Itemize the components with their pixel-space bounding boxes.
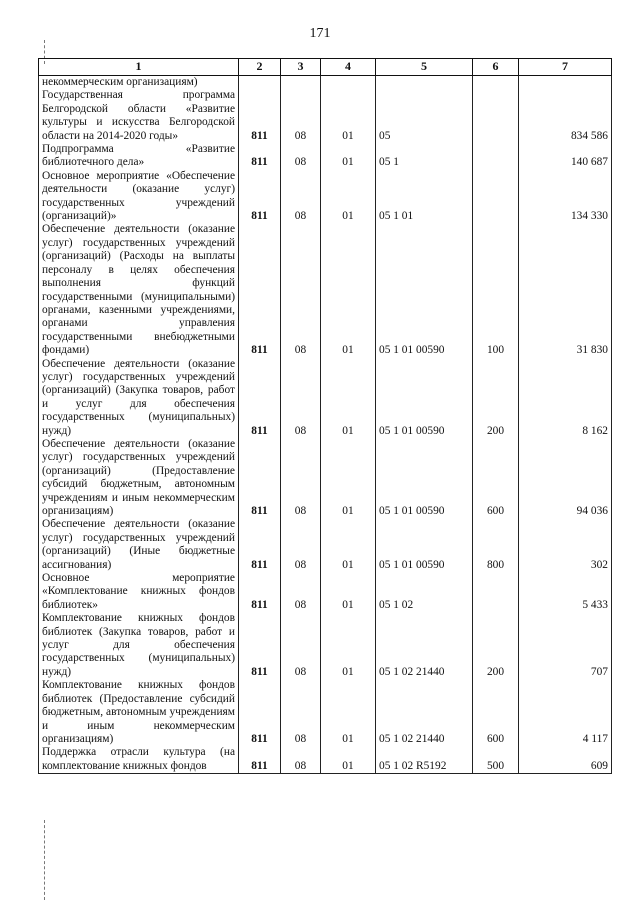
cell-expense-type: 600 bbox=[473, 679, 519, 746]
cell-admin-code: 811 bbox=[239, 746, 281, 773]
table-row bbox=[39, 612, 612, 679]
cell-admin-code: 811 bbox=[239, 679, 281, 746]
cell-admin-code: 811 bbox=[239, 89, 281, 143]
cell-subsection: 01 bbox=[321, 170, 376, 224]
table-body bbox=[39, 76, 612, 774]
cell-amount: 140 687 bbox=[519, 143, 612, 170]
table-row bbox=[39, 518, 612, 572]
cell-amount: 609 bbox=[519, 746, 612, 773]
column-header: 7 bbox=[519, 59, 612, 76]
table-row bbox=[39, 438, 612, 518]
cell-subsection: 01 bbox=[321, 223, 376, 357]
cell-target-article: 05 bbox=[376, 89, 473, 143]
cell-section: 08 bbox=[281, 89, 321, 143]
cell-admin-code: 811 bbox=[239, 223, 281, 357]
cell-admin-code: 811 bbox=[239, 358, 281, 438]
binding-margin-marks bbox=[44, 820, 46, 900]
budget-table bbox=[38, 58, 612, 774]
cell-admin-code bbox=[239, 76, 281, 90]
table-row bbox=[39, 223, 612, 357]
cell-section: 08 bbox=[281, 223, 321, 357]
cell-subsection: 01 bbox=[321, 572, 376, 612]
cell-section: 08 bbox=[281, 679, 321, 746]
cell-amount: 5 433 bbox=[519, 572, 612, 612]
cell-section: 08 bbox=[281, 358, 321, 438]
cell-target-article: 05 1 02 bbox=[376, 572, 473, 612]
table-row bbox=[39, 572, 612, 612]
cell-subsection: 01 bbox=[321, 438, 376, 518]
cell-expense-type bbox=[473, 572, 519, 612]
cell-expense-type bbox=[473, 170, 519, 224]
cell-admin-code: 811 bbox=[239, 170, 281, 224]
cell-target-article: 05 1 bbox=[376, 143, 473, 170]
row-description: Обеспечение деятельности (оказание услуг) государственных учреждений (организаций) (Расходы на выплаты персоналу в целях обеспечения выполнения функций государственными (муниципальными) органами, казенными учреждениями, органами управления государственными внебюджетными фондами) bbox=[39, 223, 239, 357]
table-row bbox=[39, 358, 612, 438]
table-row bbox=[39, 679, 612, 746]
cell-expense-type: 800 bbox=[473, 518, 519, 572]
cell-expense-type bbox=[473, 89, 519, 143]
table-row bbox=[39, 746, 612, 773]
cell-section bbox=[281, 76, 321, 90]
cell-target-article: 05 1 01 00590 bbox=[376, 518, 473, 572]
table-row bbox=[39, 143, 612, 170]
cell-admin-code: 811 bbox=[239, 518, 281, 572]
column-header: 6 bbox=[473, 59, 519, 76]
cell-amount: 94 036 bbox=[519, 438, 612, 518]
row-description: Основное мероприятие «Комплектование книжных фондов библиотек» bbox=[39, 572, 239, 612]
cell-subsection: 01 bbox=[321, 679, 376, 746]
column-header: 5 bbox=[376, 59, 473, 76]
cell-target-article: 05 1 01 00590 bbox=[376, 358, 473, 438]
cell-subsection: 01 bbox=[321, 746, 376, 773]
cell-target-article: 05 1 02 21440 bbox=[376, 612, 473, 679]
cell-amount: 707 bbox=[519, 612, 612, 679]
cell-target-article: 05 1 02 R5192 bbox=[376, 746, 473, 773]
cell-section: 08 bbox=[281, 170, 321, 224]
table-header-row bbox=[39, 59, 612, 76]
cell-subsection: 01 bbox=[321, 89, 376, 143]
column-header: 3 bbox=[281, 59, 321, 76]
row-description: Поддержка отрасли культура (на комплектование книжных фондов bbox=[39, 746, 239, 773]
row-description: некоммерческим организациям) bbox=[39, 76, 239, 90]
cell-expense-type: 600 bbox=[473, 438, 519, 518]
cell-amount: 4 117 bbox=[519, 679, 612, 746]
cell-target-article bbox=[376, 76, 473, 90]
cell-expense-type: 200 bbox=[473, 358, 519, 438]
cell-amount bbox=[519, 76, 612, 90]
cell-amount: 134 330 bbox=[519, 170, 612, 224]
cell-amount: 8 162 bbox=[519, 358, 612, 438]
cell-subsection: 01 bbox=[321, 518, 376, 572]
cell-amount: 834 586 bbox=[519, 89, 612, 143]
cell-amount: 302 bbox=[519, 518, 612, 572]
cell-expense-type: 500 bbox=[473, 746, 519, 773]
cell-expense-type bbox=[473, 76, 519, 90]
table-row bbox=[39, 89, 612, 143]
cell-target-article: 05 1 01 bbox=[376, 170, 473, 224]
row-description: Обеспечение деятельности (оказание услуг) государственных учреждений (организаций) (Закупка товаров, работ и услуг для обеспечения государственных (муниципальных) нужд) bbox=[39, 358, 239, 438]
row-description: Государственная программа Белгородской области «Развитие культуры и искусства Белгородской области на 2014-2020 годы» bbox=[39, 89, 239, 143]
cell-section: 08 bbox=[281, 746, 321, 773]
cell-expense-type: 100 bbox=[473, 223, 519, 357]
cell-amount: 31 830 bbox=[519, 223, 612, 357]
cell-section: 08 bbox=[281, 438, 321, 518]
cell-subsection bbox=[321, 76, 376, 90]
cell-section: 08 bbox=[281, 572, 321, 612]
cell-expense-type: 200 bbox=[473, 612, 519, 679]
cell-section: 08 bbox=[281, 143, 321, 170]
column-header: 4 bbox=[321, 59, 376, 76]
row-description: Подпрограмма «Развитие библиотечного дела» bbox=[39, 143, 239, 170]
row-description: Обеспечение деятельности (оказание услуг) государственных учреждений (организаций) (Иные бюджетные ассигнования) bbox=[39, 518, 239, 572]
cell-target-article: 05 1 01 00590 bbox=[376, 223, 473, 357]
row-description: Основное мероприятие «Обеспечение деятельности (оказание услуг) государственных учреждений (организаций)» bbox=[39, 170, 239, 224]
cell-subsection: 01 bbox=[321, 143, 376, 170]
row-description: Комплектование книжных фондов библиотек (Закупка товаров, работ и услуг для обеспечения государственных (муниципальных) нужд) bbox=[39, 612, 239, 679]
table-row bbox=[39, 76, 612, 90]
cell-subsection: 01 bbox=[321, 358, 376, 438]
row-description: Обеспечение деятельности (оказание услуг) государственных учреждений (организаций) (Предоставление субсидий бюджетным, автономным учреждениям и иным некоммерческим организациям) bbox=[39, 438, 239, 518]
page-number: 171 bbox=[309, 26, 331, 41]
cell-admin-code: 811 bbox=[239, 143, 281, 170]
cell-admin-code: 811 bbox=[239, 438, 281, 518]
cell-admin-code: 811 bbox=[239, 572, 281, 612]
cell-section: 08 bbox=[281, 612, 321, 679]
table-row bbox=[39, 170, 612, 224]
cell-subsection: 01 bbox=[321, 612, 376, 679]
cell-target-article: 05 1 02 21440 bbox=[376, 679, 473, 746]
row-description: Комплектование книжных фондов библиотек (Предоставление субсидий бюджетным, автономным учреждениям и иным некоммерческим организациям) bbox=[39, 679, 239, 746]
cell-section: 08 bbox=[281, 518, 321, 572]
cell-target-article: 05 1 01 00590 bbox=[376, 438, 473, 518]
column-header: 2 bbox=[239, 59, 281, 76]
cell-admin-code: 811 bbox=[239, 612, 281, 679]
column-header: 1 bbox=[39, 59, 239, 76]
cell-expense-type bbox=[473, 143, 519, 170]
